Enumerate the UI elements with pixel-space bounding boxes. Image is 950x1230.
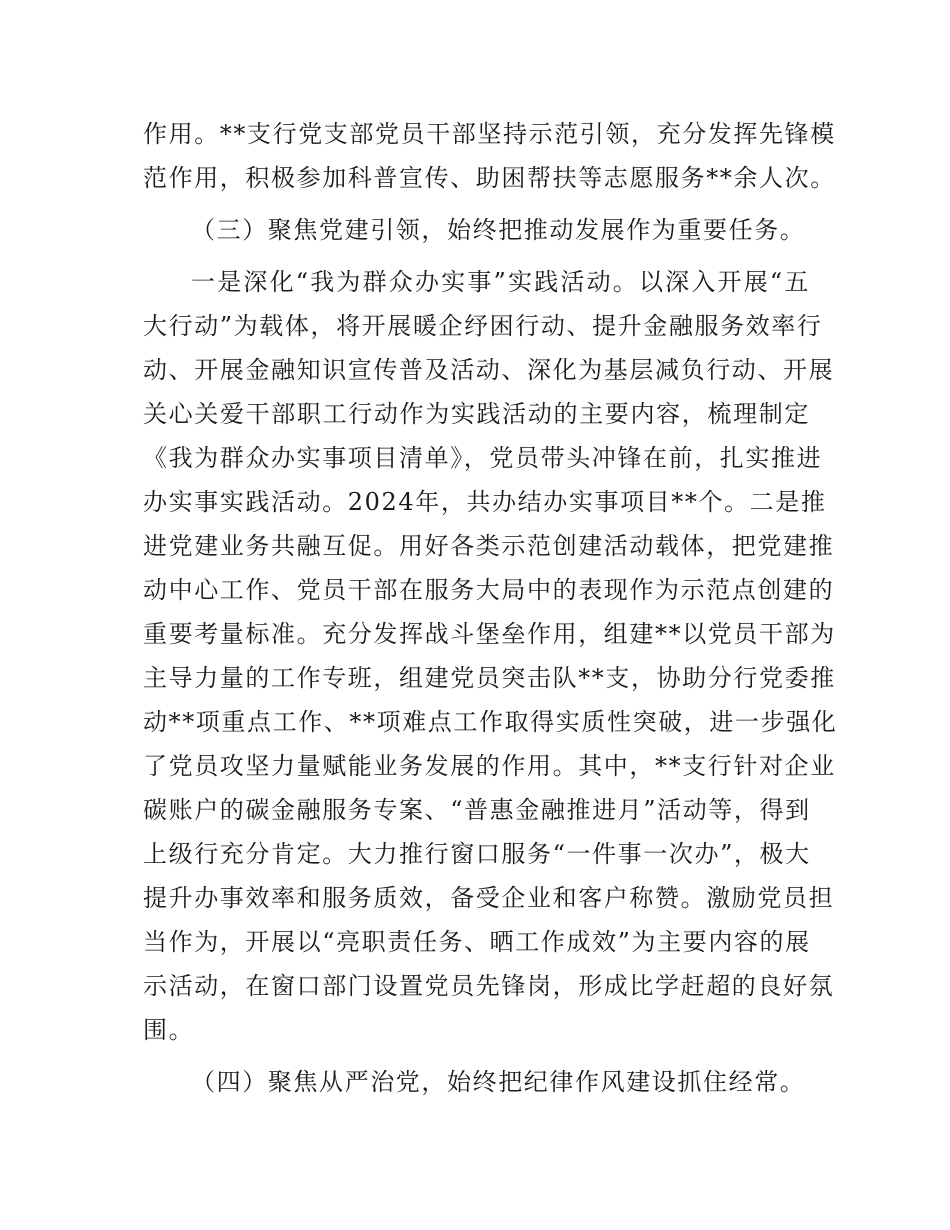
text-line: 了党员攻坚力量赋能业务发展的作用。其中，**支行针对企业 [143,752,836,780]
text-line: 重要考量标准。充分发挥战斗堡垒作用，组建**以党员干部为 [143,620,836,648]
text-line: 《我为群众办实事项目清单》，党员带头冲锋在前，扎实推进 [143,444,823,472]
text-line: 一是深化“我为群众办实事”实践活动。以深入开展“五 [191,268,810,296]
text-line: 关心关爱干部职工行动作为实践活动的主要内容，梳理制定 [143,400,810,428]
paragraph [143,112,836,200]
text-line: 主导力量的工作专班，组建党员突击队**支，协助分行党委推 [143,664,836,692]
text-line: 当作为，开展以“亮职责任务、晒工作成效”为主要内容的展 [143,928,811,956]
text-line: 提升办事效率和服务质效，备受企业和客户称赞。激励党员担 [143,884,835,912]
text-line: 上级行充分肯定。大力推行窗口服务“一件事一次办”，极大 [143,840,811,868]
text-line: 动中心工作、党员干部在服务大局中的表现作为示范点创建的 [143,576,835,604]
text-line: 范作用，积极参加科普宣传、助困帮扶等志愿服务**余人次。 [143,164,836,192]
text-line: 动**项重点工作、**项难点工作取得实质性突破，进一步强化 [143,708,838,736]
section-heading: （三）聚焦党建引领，始终把推动发展作为重要任务。 [191,216,806,244]
document-page [143,112,838,1104]
section-heading: （四）聚焦从严治党，始终把纪律作风建设抓住经常。 [191,1068,806,1096]
text-line: 办实事实践活动。2024年，共办结办实事项目**个。二是推 [143,488,827,516]
text-line: 作用。**支行党支部党员干部坚持示范引领，充分发挥先锋模 [143,120,836,148]
text-line: 动、开展金融知识宣传普及活动、深化为基层减负行动、开展 [143,356,835,384]
text-line: 碳账户的碳金融服务专案、“普惠金融推进月”活动等，得到 [143,796,811,824]
text-line: 示活动，在窗口部门设置党员先锋岗，形成比学赶超的良好氛 [143,972,835,1000]
paragraph [143,260,838,1052]
text-line: 大行动”为载体，将开展暖企纾困行动、提升金融服务效率行 [143,312,823,340]
text-line: 进党建业务共融互促。用好各类示范创建活动载体，把党建推 [143,532,835,560]
text-line: 围。 [143,1016,195,1044]
